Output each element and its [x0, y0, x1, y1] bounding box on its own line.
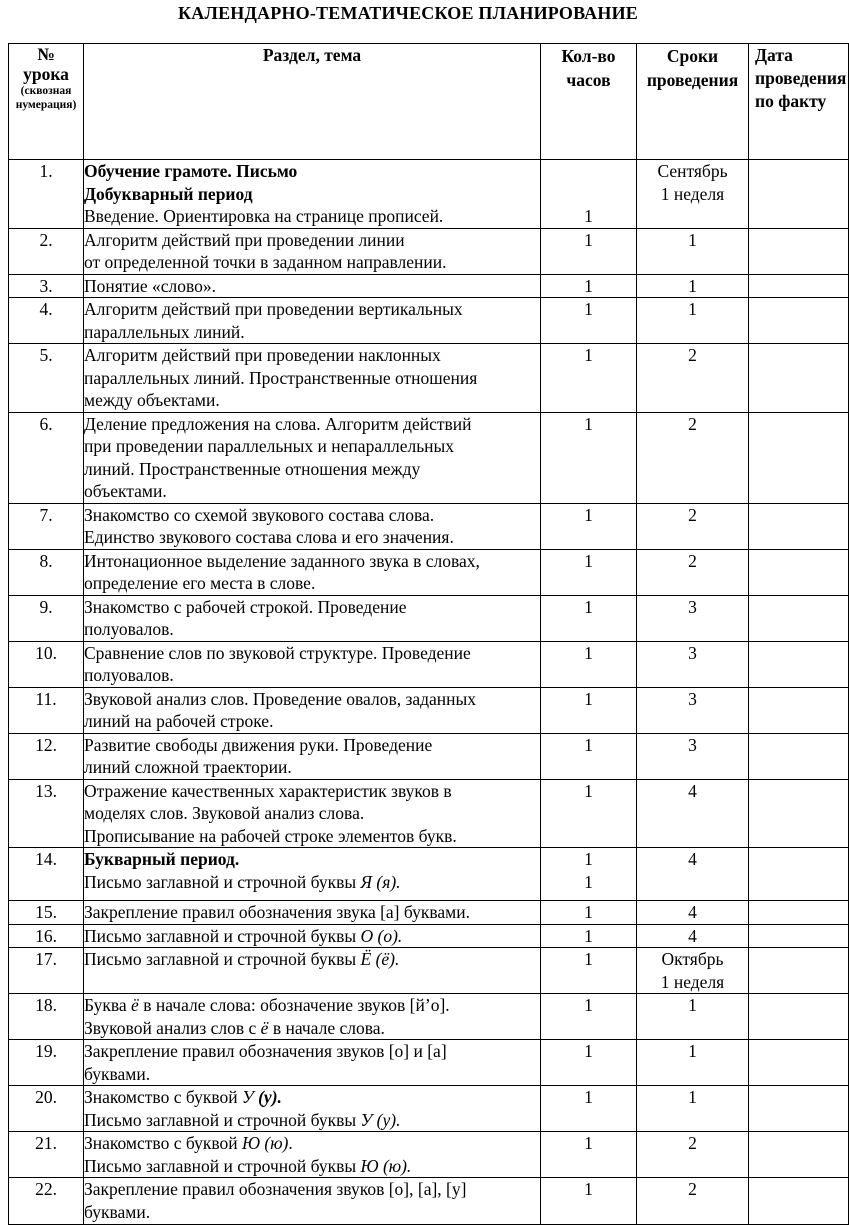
table-row [9, 228, 849, 274]
topic-text: Ю (ю). [360, 1155, 412, 1176]
topic-line [84, 825, 540, 848]
topic-line [84, 367, 540, 390]
hours-value: 1 [584, 1087, 593, 1107]
topic-line [84, 504, 540, 527]
topic-text: в начале слова: обозначение звуков [й’о]. [138, 995, 450, 1015]
topic-text: Звуковой анализ слов. Проведение овалов, заданных [84, 688, 477, 709]
lesson-topic [84, 948, 541, 994]
lesson-number: 22. [9, 1178, 84, 1225]
lesson-topic [84, 344, 541, 413]
topic-text: Обучение грамоте. Письмо [84, 161, 298, 181]
table-row [9, 503, 849, 549]
lesson-hours [541, 228, 637, 274]
lesson-topic [84, 901, 541, 925]
lesson-terms [637, 160, 749, 229]
table-row [9, 549, 849, 595]
table-row [9, 641, 849, 687]
terms-value: 2 [688, 413, 697, 434]
hours-value: 1 [584, 1179, 593, 1199]
hours-value: 1 [584, 504, 593, 525]
topic-text: О (о). [360, 925, 403, 946]
hours-value: 1 [584, 849, 593, 869]
lesson-hours [541, 412, 637, 503]
actual-date-cell [749, 641, 849, 687]
topic-text: Единство звукового состава слова и его значения. [84, 527, 454, 547]
topic-line [84, 275, 540, 298]
lesson-terms [637, 298, 749, 344]
terms-value: 2 [688, 504, 697, 525]
actual-date-cell [749, 160, 849, 229]
topic-line [84, 802, 540, 825]
topic-text: У (у). [360, 1109, 401, 1130]
lesson-hours [541, 1132, 637, 1178]
topic-line [84, 1109, 540, 1132]
lesson-number: 18. [9, 994, 84, 1040]
topic-line [84, 1155, 540, 1178]
topic-text: полуовалов. [84, 665, 174, 685]
lesson-number: 3. [9, 274, 84, 298]
lesson-topic [84, 848, 541, 901]
terms-value: 1 [688, 299, 697, 319]
actual-date-cell [749, 412, 849, 503]
lesson-hours [541, 1086, 637, 1132]
topic-line [84, 321, 540, 344]
topic-line [84, 734, 540, 757]
actual-date-cell [749, 1086, 849, 1132]
topic-text: Деление предложения на слова. Алгоритм действий [84, 413, 472, 434]
lesson-terms [637, 412, 749, 503]
actual-date-cell [749, 1040, 849, 1086]
actual-date-cell [749, 687, 849, 733]
topic-text: моделях слов. Звуковой анализ слова. [84, 803, 365, 823]
hours-value: 1 [584, 413, 593, 434]
lesson-terms [637, 733, 749, 779]
lesson-terms [637, 1086, 749, 1132]
topic-line [84, 596, 540, 619]
topic-text: Письмо заглавной и строчной буквы [84, 871, 361, 892]
lesson-terms [637, 1178, 749, 1225]
lesson-number: 17. [9, 948, 84, 994]
lesson-number: 13. [9, 779, 84, 848]
lesson-terms [637, 779, 749, 848]
topic-text: Алгоритм действий при проведении наклонных [84, 345, 441, 365]
topic-line [84, 871, 540, 894]
topic-line [84, 642, 540, 665]
topic-text: Знакомство с рабочей строкой. Проведение [84, 596, 407, 617]
table-row [9, 412, 849, 503]
topic-text: линий на рабочей строке. [84, 711, 274, 731]
topic-text: . [288, 1133, 293, 1153]
lesson-topic [84, 298, 541, 344]
topic-line [84, 435, 540, 458]
topic-line [84, 994, 540, 1017]
hours-value: 1 [584, 229, 593, 250]
topic-line [84, 298, 540, 321]
lesson-topic [84, 779, 541, 848]
topic-text: ё [260, 1017, 269, 1038]
table-row [9, 160, 849, 229]
topic-line [84, 550, 540, 573]
lesson-number: 16. [9, 924, 84, 948]
hours-value: 1 [584, 925, 593, 946]
topic-text: Знакомство с буквой [84, 1087, 242, 1107]
lesson-hours [541, 733, 637, 779]
topic-line [84, 1017, 540, 1040]
lesson-terms [637, 687, 749, 733]
planning-table [8, 43, 849, 1225]
lesson-topic [84, 595, 541, 641]
terms-value: 1 неделя [660, 183, 725, 204]
terms-value: 4 [688, 849, 697, 869]
topic-text: Ю (ю) [241, 1133, 289, 1153]
terms-value: 1 [688, 1087, 697, 1107]
lesson-terms [637, 901, 749, 925]
lesson-number: 10. [9, 641, 84, 687]
lesson-terms [637, 549, 749, 595]
lesson-hours [541, 901, 637, 925]
lesson-terms [637, 595, 749, 641]
topic-text: определение его места в слове. [84, 573, 316, 593]
lesson-terms [637, 274, 749, 298]
lesson-topic [84, 924, 541, 948]
page-title: КАЛЕНДАРНО-ТЕМАТИЧЕСКОЕ ПЛАНИРОВАНИЕ [178, 3, 638, 23]
lesson-hours [541, 344, 637, 413]
terms-value: 4 [688, 780, 697, 801]
table-row [9, 344, 849, 413]
lesson-terms [637, 994, 749, 1040]
lesson-topic [84, 160, 541, 229]
topic-line [84, 526, 540, 549]
actual-date-cell [749, 228, 849, 274]
lesson-number: 8. [9, 549, 84, 595]
header-lesson-number: № урока (сквозная нумерация) [9, 44, 84, 160]
table-row [9, 595, 849, 641]
lesson-hours [541, 848, 637, 901]
hours-value: 1 [584, 1041, 593, 1061]
lesson-topic [84, 503, 541, 549]
lesson-hours [541, 274, 637, 298]
topic-text: от определенной точки в заданном направлении. [84, 252, 447, 272]
lesson-terms [637, 503, 749, 549]
table-row [9, 948, 849, 994]
lesson-hours [541, 994, 637, 1040]
hours-value: 1 [584, 871, 593, 892]
terms-value: 2 [688, 550, 697, 571]
lesson-terms [637, 924, 749, 948]
topic-line [84, 664, 540, 687]
topic-text: Закрепление правил обозначения звуков [о], [а], [у] [84, 1179, 467, 1199]
header-terms: Сроки проведения [637, 44, 749, 160]
topic-text: Алгоритм действий при проведении вертикальных [84, 299, 463, 319]
topic-text: Введение. Ориентировка на странице прописей. [84, 206, 444, 226]
lesson-hours [541, 160, 637, 229]
terms-value: 1 [688, 275, 697, 296]
table-row [9, 1086, 849, 1132]
hours-value: 1 [584, 345, 593, 365]
topic-text: Я (я). [360, 871, 401, 892]
lesson-terms [637, 344, 749, 413]
topic-text: Букварный период. [84, 849, 240, 869]
terms-value: Сентябрь [657, 161, 728, 181]
topic-line [84, 901, 540, 924]
terms-value: 3 [688, 688, 697, 709]
table-row [9, 274, 849, 298]
topic-text: Письмо заглавной и строчной буквы [84, 925, 361, 946]
topic-text: параллельных линий. [84, 321, 245, 342]
topic-line [84, 344, 540, 367]
topic-text: Ё (ё). [360, 949, 400, 969]
hours-value: 1 [584, 596, 593, 617]
table-row [9, 901, 849, 925]
actual-date-cell [749, 298, 849, 344]
lesson-hours [541, 503, 637, 549]
lesson-topic [84, 228, 541, 274]
topic-line [84, 756, 540, 779]
header-actual-date: Дата проведения по факту [749, 44, 849, 160]
terms-value: Октябрь [661, 949, 724, 969]
table-row [9, 1132, 849, 1178]
actual-date-cell [749, 848, 849, 901]
topic-line [84, 229, 540, 252]
lesson-hours [541, 948, 637, 994]
table-row [9, 733, 849, 779]
topic-line [84, 1086, 540, 1109]
actual-date-cell [749, 901, 849, 925]
hours-value: 1 [584, 1133, 593, 1153]
lesson-terms [637, 948, 749, 994]
hours-value: 1 [584, 206, 593, 226]
topic-text: Сравнение слов по звуковой структуре. Проведение [84, 642, 471, 663]
topic-text: Прописывание на рабочей строке элементов букв. [84, 825, 457, 846]
topic-line [84, 572, 540, 595]
actual-date-cell [749, 994, 849, 1040]
table-row [9, 298, 849, 344]
terms-value: 1 [688, 1041, 697, 1061]
topic-text: в начале слова. [268, 1017, 385, 1038]
lesson-terms [637, 228, 749, 274]
topic-text: линий. Пространственные отношения между [84, 458, 421, 479]
topic-line [84, 688, 540, 711]
hours-value: 1 [584, 299, 593, 319]
topic-text: Закрепление правил обозначения звука [а] буквами. [84, 902, 470, 922]
topic-text: Понятие «слово». [84, 275, 216, 296]
topic-text: У [241, 1087, 254, 1107]
topic-text: Развитие свободы движения руки. Проведение [84, 734, 433, 755]
lesson-topic [84, 1132, 541, 1178]
terms-value: 4 [688, 902, 697, 922]
topic-text: (у). [258, 1087, 282, 1107]
topic-text: Алгоритм действий при проведении линии [84, 229, 405, 250]
lesson-hours [541, 779, 637, 848]
table-row [9, 1178, 849, 1225]
hours-value: 1 [584, 550, 593, 571]
topic-line [84, 480, 540, 503]
topic-text: Письмо заглавной и строчной буквы [84, 1109, 361, 1130]
topic-text: линий сложной траектории. [84, 757, 292, 777]
terms-value: 3 [688, 596, 697, 617]
lesson-hours [541, 1178, 637, 1225]
topic-line [84, 780, 540, 803]
actual-date-cell [749, 1132, 849, 1178]
topic-text: Закрепление правил обозначения звуков [о] и [а] [84, 1041, 447, 1061]
table-body [9, 160, 849, 1225]
topic-text: Знакомство со схемой звукового состава слова. [84, 504, 435, 525]
topic-text: Буква [84, 995, 132, 1015]
terms-value: 1 [688, 995, 697, 1015]
topic-line [84, 413, 540, 436]
topic-line [84, 458, 540, 481]
lesson-terms [637, 1040, 749, 1086]
lesson-number: 4. [9, 298, 84, 344]
topic-text: Звуковой анализ слов с [84, 1017, 261, 1038]
lesson-hours [541, 687, 637, 733]
lesson-hours [541, 1040, 637, 1086]
lesson-terms [637, 848, 749, 901]
lesson-terms [637, 641, 749, 687]
topic-line [84, 1201, 540, 1224]
topic-text: полуовалов. [84, 619, 174, 639]
lesson-number: 21. [9, 1132, 84, 1178]
topic-line [84, 1063, 540, 1086]
actual-date-cell [749, 924, 849, 948]
lesson-hours [541, 549, 637, 595]
actual-date-cell [749, 1178, 849, 1225]
hours-value: 1 [584, 902, 593, 922]
topic-line [84, 925, 540, 948]
terms-value: 2 [688, 1179, 697, 1199]
lesson-topic [84, 733, 541, 779]
lesson-topic [84, 549, 541, 595]
lesson-topic [84, 641, 541, 687]
topic-text: объектами. [84, 481, 167, 501]
topic-line [84, 389, 540, 412]
hours-value: 1 [584, 780, 593, 801]
topic-line [84, 251, 540, 274]
lesson-number: 15. [9, 901, 84, 925]
hours-value: 1 [584, 949, 593, 969]
lesson-terms [637, 1132, 749, 1178]
table-row [9, 994, 849, 1040]
table-header-row [9, 44, 849, 160]
topic-line [84, 1040, 540, 1063]
topic-text: Письмо заглавной и строчной буквы [84, 1155, 361, 1176]
topic-line [84, 1132, 540, 1155]
actual-date-cell [749, 274, 849, 298]
lesson-number: 14. [9, 848, 84, 901]
lesson-number: 5. [9, 344, 84, 413]
topic-line [84, 948, 540, 971]
lesson-topic [84, 274, 541, 298]
topic-text: Добукварный период [84, 183, 253, 204]
lesson-number: 19. [9, 1040, 84, 1086]
terms-value: 3 [688, 734, 697, 755]
topic-line [84, 1178, 540, 1201]
lesson-number: 1. [9, 160, 84, 229]
actual-date-cell [749, 779, 849, 848]
table-row [9, 848, 849, 901]
table-row [9, 779, 849, 848]
lesson-number: 6. [9, 412, 84, 503]
hours-value: 1 [584, 642, 593, 663]
topic-text: Отражение качественных характеристик звуков в [84, 780, 452, 801]
topic-text: буквами. [84, 1063, 151, 1084]
actual-date-cell [749, 595, 849, 641]
actual-date-cell [749, 549, 849, 595]
terms-value: 2 [688, 345, 697, 365]
lesson-topic [84, 994, 541, 1040]
topic-text: при проведении параллельных и непараллельных [84, 436, 455, 456]
topic-text: буквами. [84, 1201, 151, 1222]
header-hours: Кол-во часов [541, 44, 637, 160]
hours-value: 1 [584, 734, 593, 755]
lesson-topic [84, 1086, 541, 1132]
lesson-topic [84, 412, 541, 503]
lesson-number: 7. [9, 503, 84, 549]
topic-line [84, 618, 540, 641]
table-row [9, 1040, 849, 1086]
lesson-number: 11. [9, 687, 84, 733]
terms-value: 4 [688, 925, 697, 946]
topic-text: Знакомство с буквой [84, 1133, 242, 1153]
actual-date-cell [749, 948, 849, 994]
topic-line [84, 710, 540, 733]
lesson-topic [84, 1178, 541, 1225]
lesson-hours [541, 924, 637, 948]
actual-date-cell [749, 503, 849, 549]
topic-text: Интонационное выделение заданного звука в словах, [84, 550, 480, 571]
table-row [9, 687, 849, 733]
hours-value: 1 [584, 275, 593, 296]
terms-value: 1 неделя [660, 971, 725, 992]
hours-value: 1 [584, 688, 593, 709]
lesson-number: 20. [9, 1086, 84, 1132]
actual-date-cell [749, 344, 849, 413]
terms-value: 3 [688, 642, 697, 663]
topic-text: ё [131, 995, 139, 1015]
lesson-topic [84, 1040, 541, 1086]
lesson-number: 9. [9, 595, 84, 641]
hours-value: 1 [584, 995, 593, 1015]
lesson-number: 2. [9, 228, 84, 274]
lesson-hours [541, 595, 637, 641]
terms-value: 2 [688, 1133, 697, 1153]
topic-line [84, 183, 540, 206]
lesson-hours [541, 298, 637, 344]
topic-line [84, 205, 540, 228]
lesson-hours [541, 641, 637, 687]
lesson-topic [84, 687, 541, 733]
topic-text: параллельных линий. Пространственные отношения [84, 367, 478, 388]
lesson-number: 12. [9, 733, 84, 779]
topic-line [84, 160, 540, 183]
header-topic: Раздел, тема [84, 44, 541, 160]
topic-line [84, 848, 540, 871]
table-row [9, 924, 849, 948]
terms-value: 1 [688, 229, 697, 250]
topic-text: между объектами. [84, 390, 220, 410]
actual-date-cell [749, 733, 849, 779]
topic-text: Письмо заглавной и строчной буквы [84, 949, 361, 969]
